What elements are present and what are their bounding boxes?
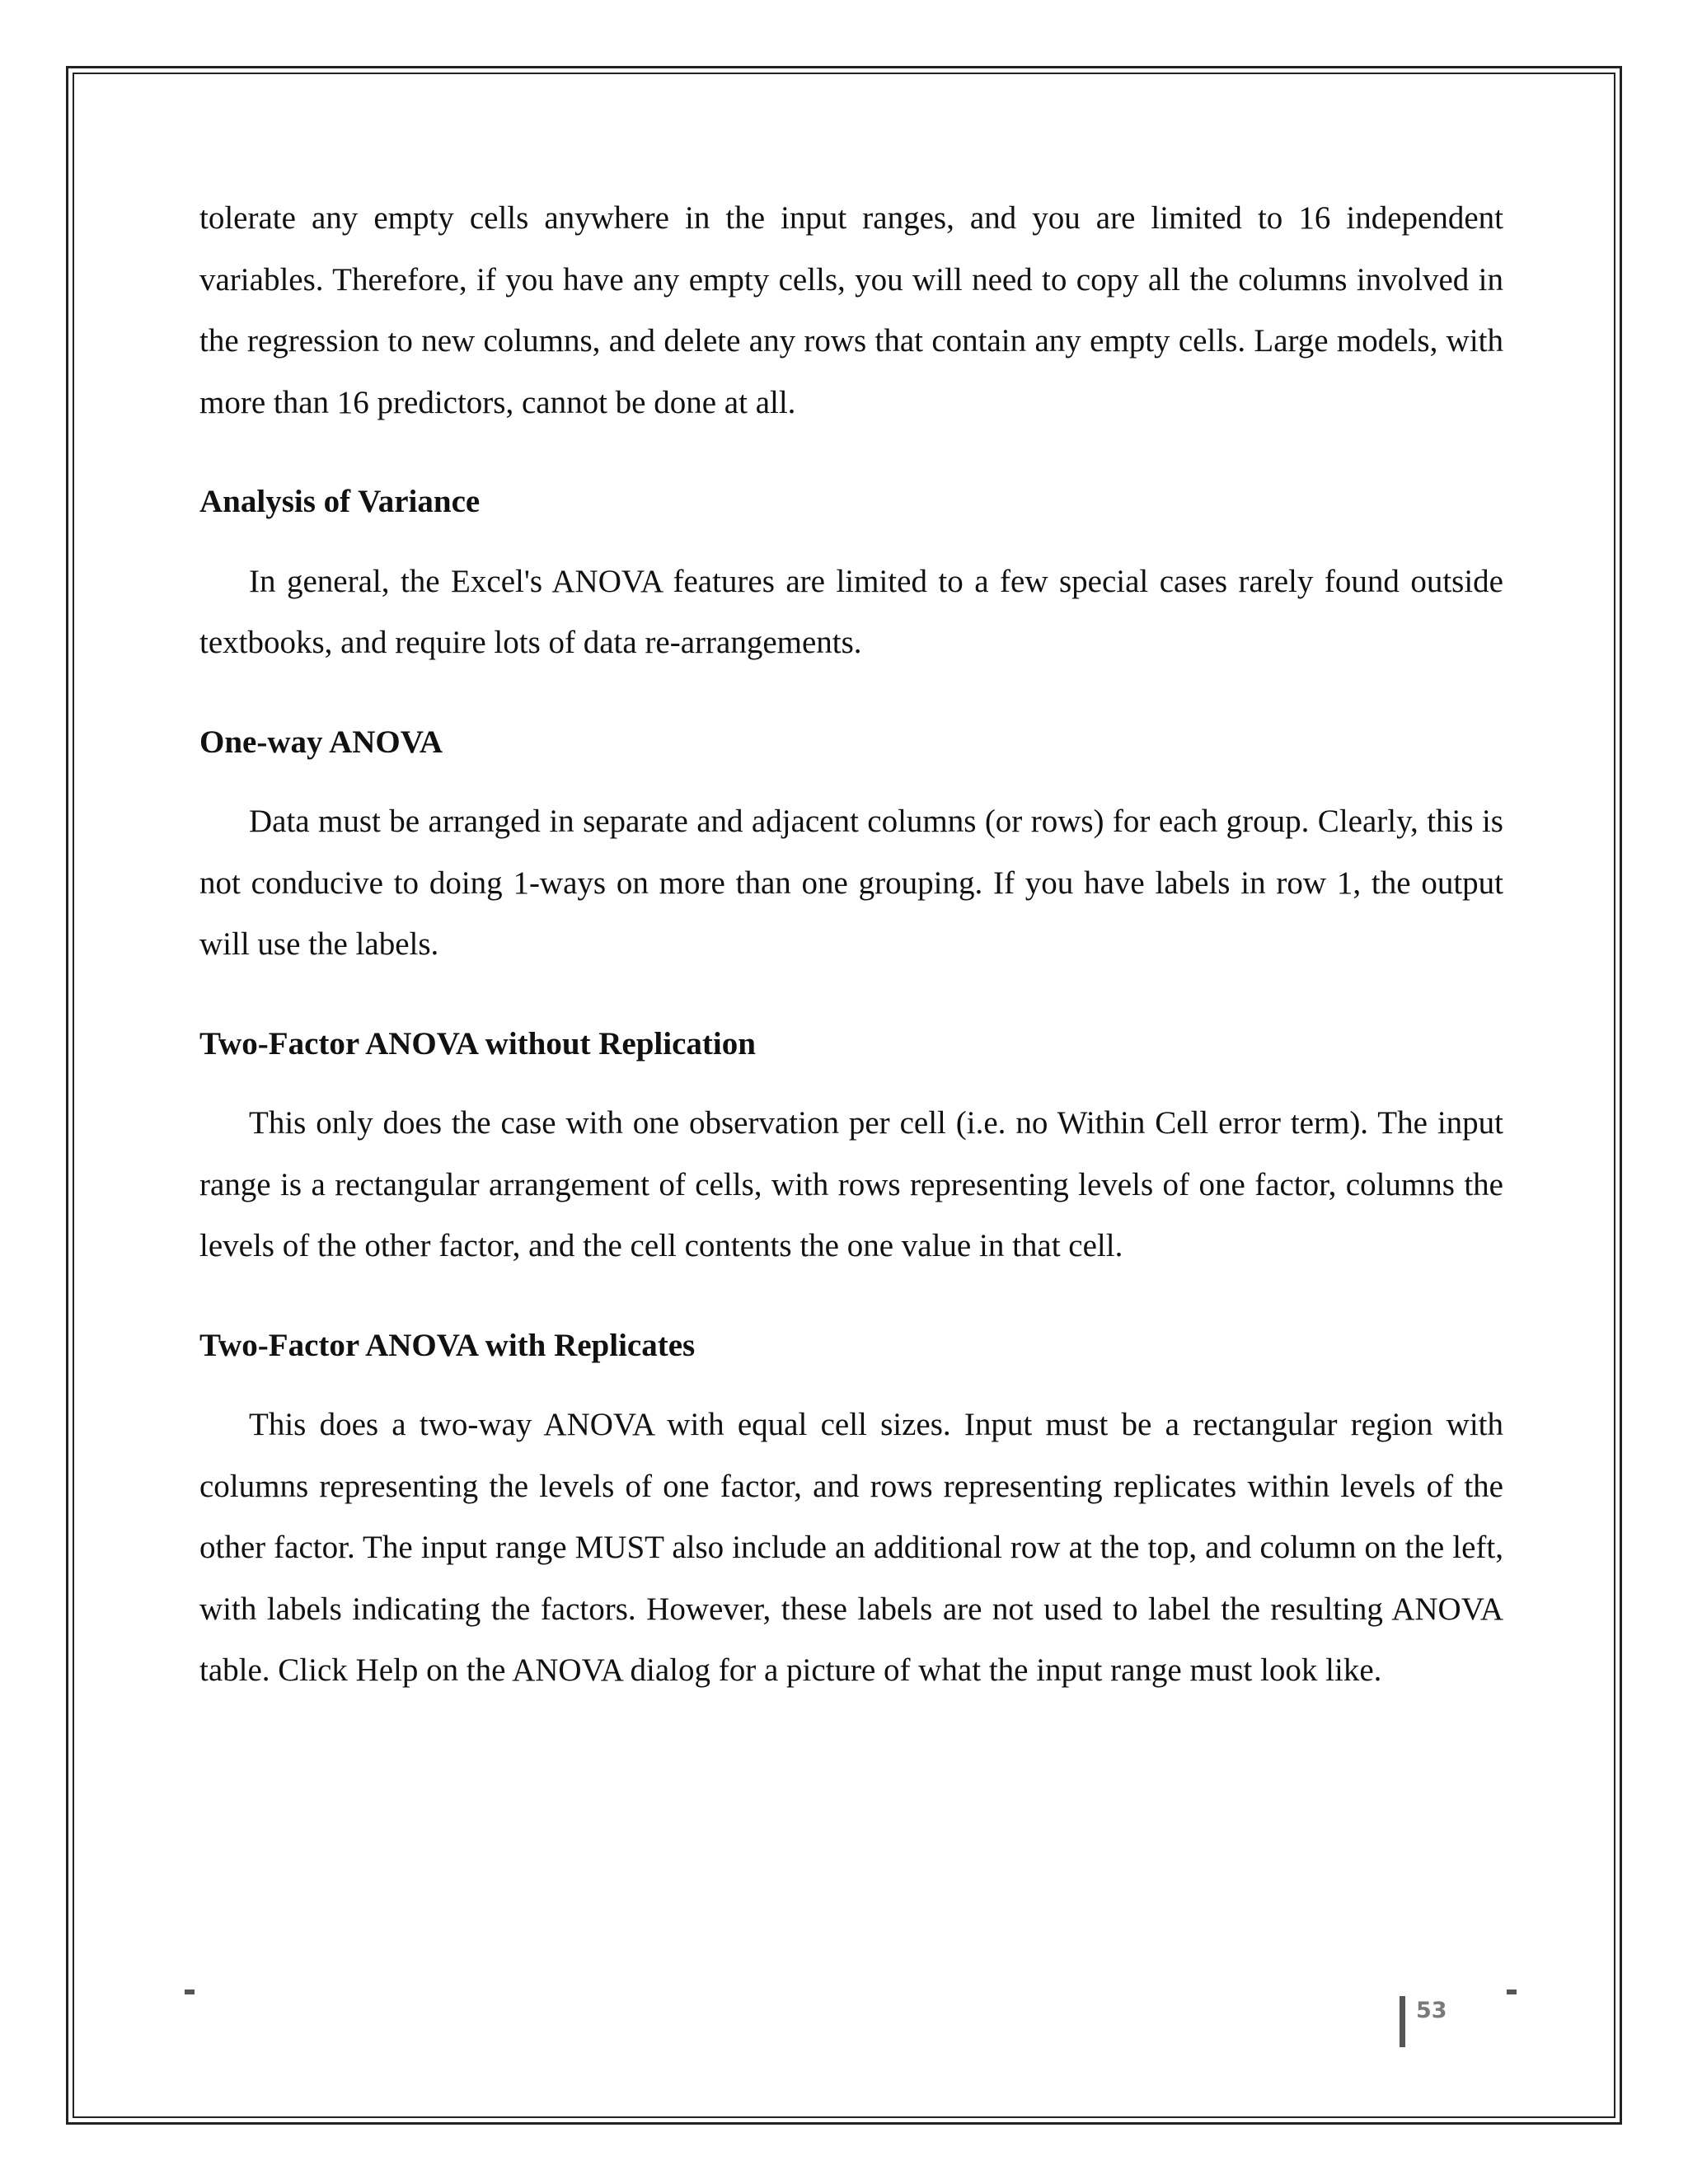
heading-two-factor-with-replicates: Two-Factor ANOVA with Replicates xyxy=(199,1327,696,1363)
paragraph-regression-limits: tolerate any empty cells anywhere in the input ranges, and you are limited to 16 independent variables. Therefore, if you have any empty cells, you will need to copy all the columns involved in the regression to new columns, and delete any rows that contain any empty cells. Large models, with more than 16 predictors, cannot be done at all. xyxy=(199,200,1503,420)
paragraph-two-factor-without-replication: This only does the case with one observation per cell (i.e. no Within Cell error term). The input range is a rectangular arrangement of cells, with rows representing levels of one factor, columns the levels of the other factor, and the cell contents the one value in that cell. xyxy=(199,1105,1503,1263)
page-number-bar xyxy=(1400,1996,1405,2047)
footer-dash-right xyxy=(1507,1990,1517,1994)
heading-two-factor-without-replication: Two-Factor ANOVA without Replication xyxy=(199,1025,756,1062)
heading-one-way-anova: One-way ANOVA xyxy=(199,724,443,760)
paragraph-anova-general: In general, the Excel's ANOVA features are limited to a few special cases rarely found outside textbooks, and require lots of data re-arrangements. xyxy=(199,563,1503,660)
paragraph-one-way-anova: Data must be arranged in separate and adjacent columns (or rows) for each group. Clearly, this is not conducive to doing 1-ways on more than one grouping. If you have labels in row 1, the output will use the labels. xyxy=(199,804,1503,962)
footer-dash-left xyxy=(185,1990,195,1994)
page-content xyxy=(199,188,1503,1702)
paragraph-two-factor-with-replicates: This does a two-way ANOVA with equal cell sizes. Input must be a rectangular region with columns representing the levels of one factor, and rows representing replicates within levels of the other factor. The input range MUST also include an additional row at the top, and column on the left, with labels indicating the factors. However, these labels are not used to label the resulting ANOVA table. Click Help on the ANOVA dialog for a picture of what the input range must look like. xyxy=(199,1407,1503,1688)
heading-analysis-of-variance: Analysis of Variance xyxy=(199,484,481,519)
page-number: 53 xyxy=(1416,1998,1447,2023)
